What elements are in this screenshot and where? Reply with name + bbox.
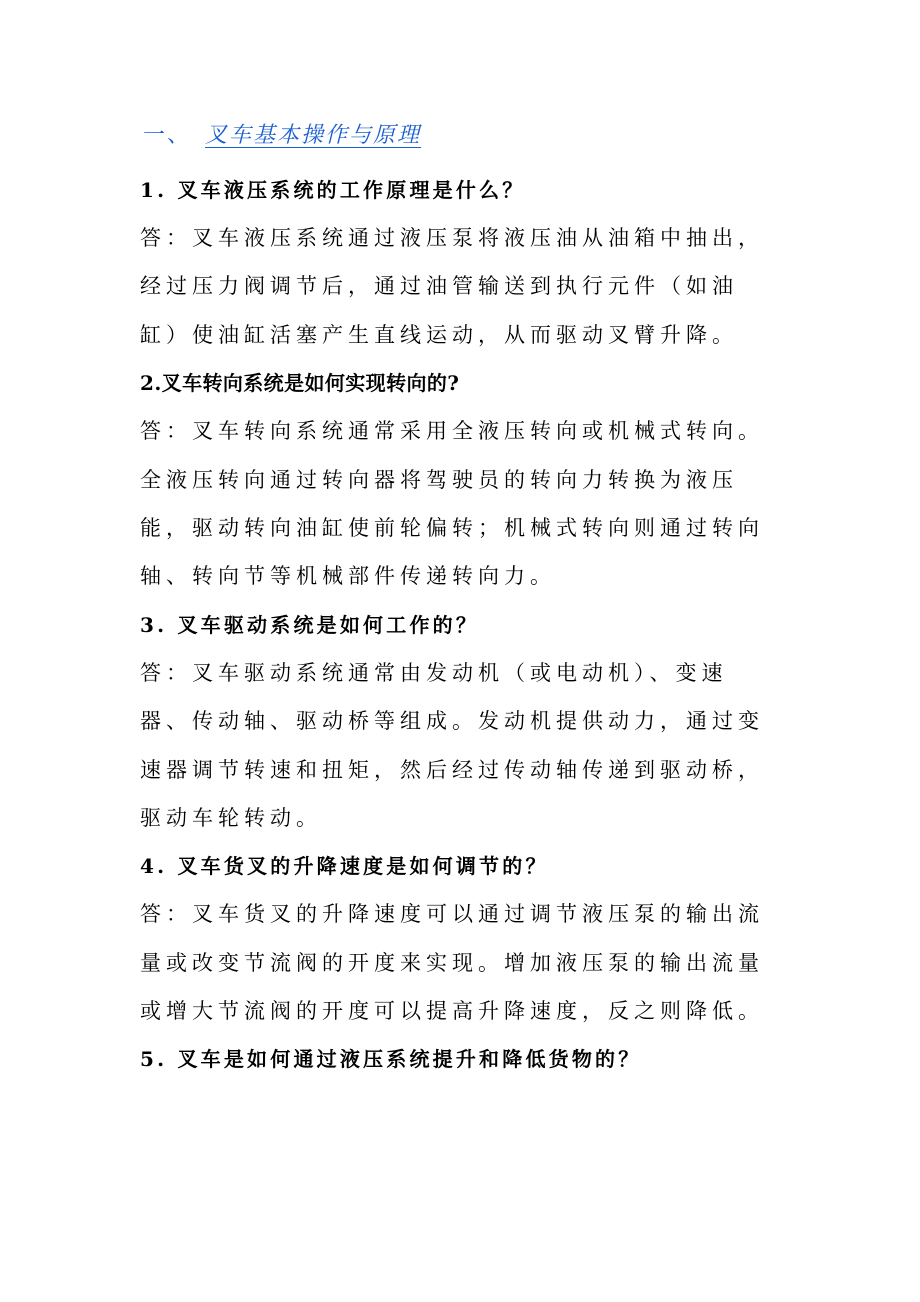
answer-2 xyxy=(140,407,780,601)
answer-line: 或增大节流阀的开度可以提高升降速度，反之则降低。 xyxy=(140,999,764,1024)
answer-line: 速器调节转速和扭矩，然后经过传动轴传递到驱动桥， xyxy=(140,757,764,782)
answer-1 xyxy=(140,214,780,359)
section-title-link[interactable]: 叉车基本操作与原理 xyxy=(205,123,422,148)
section-number: 一、 xyxy=(143,123,192,148)
answer-line: 驱动车轮转动。 xyxy=(140,805,322,830)
question-5: 5. 叉车是如何通过液压系统提升和降低货物的？ xyxy=(140,1047,642,1072)
answer-line: 答：叉车驱动系统通常由发动机（或电动机）、变速 xyxy=(140,660,728,685)
answer-line: 全液压转向通过转向器将驾驶员的转向力转换为液压 xyxy=(140,467,738,492)
section-heading xyxy=(143,118,421,154)
answer-4 xyxy=(140,890,780,1035)
qa-item-5 xyxy=(140,1035,780,1083)
answer-line: 答：叉车货叉的升降速度可以通过调节液压泵的输出流 xyxy=(140,902,764,927)
answer-line: 缸）使油缸活塞产生直线运动，从而驱动叉臂升降。 xyxy=(140,322,738,347)
answer-line: 答：叉车液压系统通过液压泵将液压油从油箱中抽出， xyxy=(140,226,764,250)
answer-3 xyxy=(140,649,780,843)
answer-line: 轴、转向节等机械部件传递转向力。 xyxy=(140,564,556,589)
answer-line: 器、传动轴、驱动桥等组成。发动机提供动力，通过变 xyxy=(140,709,764,734)
qa-item-1 xyxy=(140,166,780,359)
question-2: 2.叉车转向系统是如何实现转向的? xyxy=(140,371,460,396)
qa-item-2 xyxy=(140,359,780,601)
qa-item-4 xyxy=(140,842,780,1035)
question-1: 1. 叉车液压系统的工作原理是什么？ xyxy=(140,178,526,202)
question-3: 3. 叉车驱动系统是如何工作的？ xyxy=(140,612,480,637)
qa-list xyxy=(140,166,780,1083)
answer-line: 答：叉车转向系统通常采用全液压转向或机械式转向。 xyxy=(140,419,764,444)
qa-item-3 xyxy=(140,601,780,843)
answer-line: 经过压力阀调节后，通过油管输送到执行元件（如油 xyxy=(140,274,738,299)
answer-line: 量或改变节流阀的开度来实现。增加液压泵的输出流量 xyxy=(140,950,764,975)
answer-line: 能，驱动转向油缸使前轮偏转；机械式转向则通过转向 xyxy=(140,515,764,540)
question-4: 4. 叉车货叉的升降速度是如何调节的？ xyxy=(140,854,549,879)
